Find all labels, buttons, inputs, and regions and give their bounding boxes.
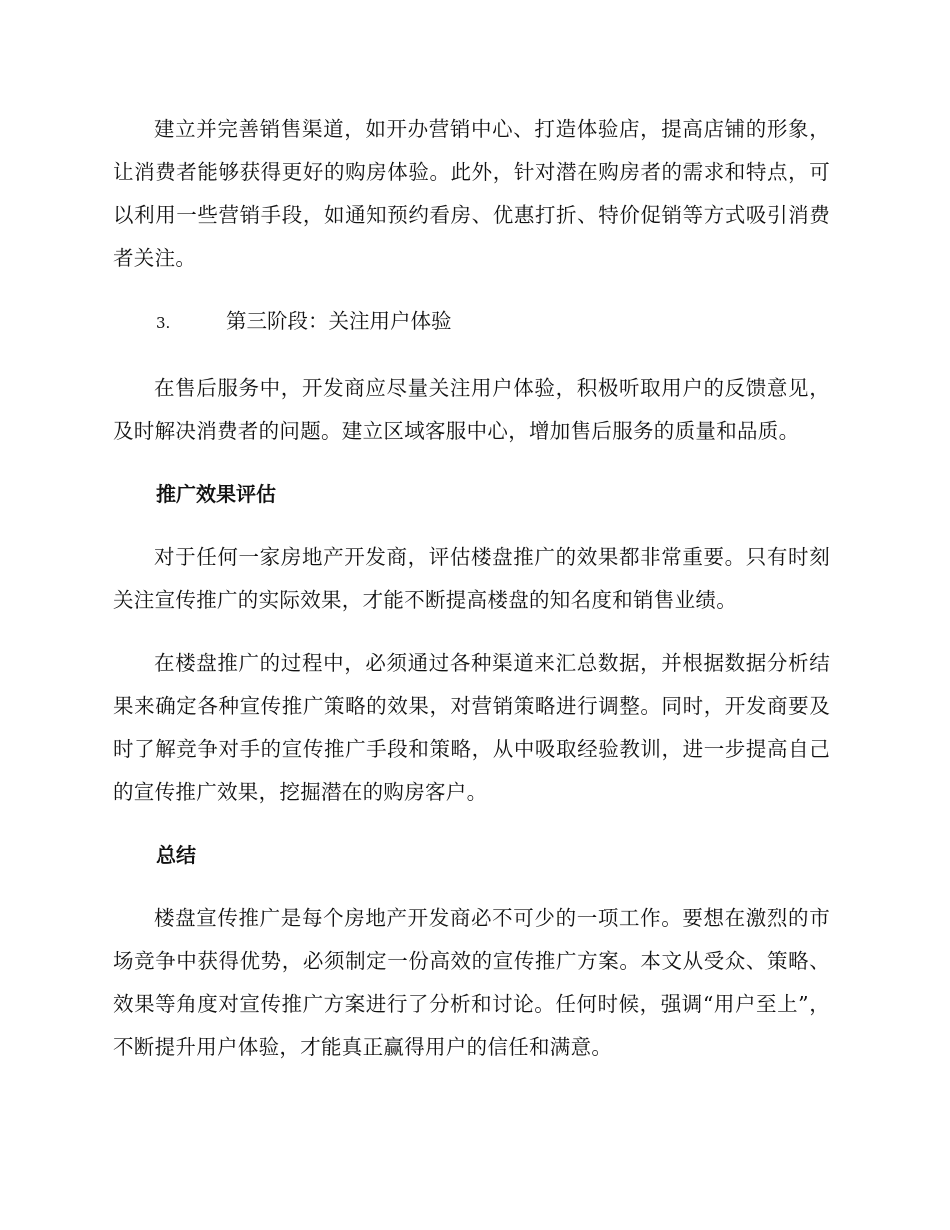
paragraph-evaluation-importance: 对于任何一家房地产开发商，评估楼盘推广的效果都非常重要。只有时刻关注宣传推广的实际效果，才能不断提高楼盘的知名度和销售业绩。 xyxy=(113,545,830,612)
list-item-stage-three xyxy=(113,300,830,345)
paragraph-sales-channels: 建立并完善销售渠道，如开办营销中心、打造体验店，提高店铺的形象，让消费者能够获得更好的购房体验。此外，针对潜在购房者的需求和特点，可以利用一些营销手段，如通知预约看房、优惠打折、特价促销等方式吸引消费者关注。 xyxy=(113,117,830,270)
heading-summary: 总结 xyxy=(156,843,196,867)
paragraph-after-sales: 在售后服务中，开发商应尽量关注用户体验，积极听取用户的反馈意见，及时解决消费者的问题。建立区域客服中心，增加售后服务的质量和品质。 xyxy=(113,376,830,443)
list-item-text: 第三阶段：关注用户体验 xyxy=(226,309,452,333)
heading-evaluation: 推广效果评估 xyxy=(156,482,276,506)
paragraph-evaluation-process: 在楼盘推广的过程中，必须通过各种渠道来汇总数据，并根据数据分析结果来确定各种宣传推广策略的效果，对营销策略进行调整。同时，开发商要及时了解竞争对手的宣传推广手段和策略，从中吸取经验教训，进一步提高自己的宣传推广效果，挖掘潜在的购房客户。 xyxy=(113,651,830,804)
list-item-number: 3. xyxy=(156,314,171,332)
paragraph-summary: 楼盘宣传推广是每个房地产开发商必不可少的一项工作。要想在激烈的市场竞争中获得优势，必须制定一份高效的宣传推广方案。本文从受众、策略、效果等角度对宣传推广方案进行了分析和讨论。任何时候，强调“用户至上”，不断提升用户体验，才能真正赢得用户的信任和满意。 xyxy=(113,906,830,1059)
document-page xyxy=(113,108,830,1089)
